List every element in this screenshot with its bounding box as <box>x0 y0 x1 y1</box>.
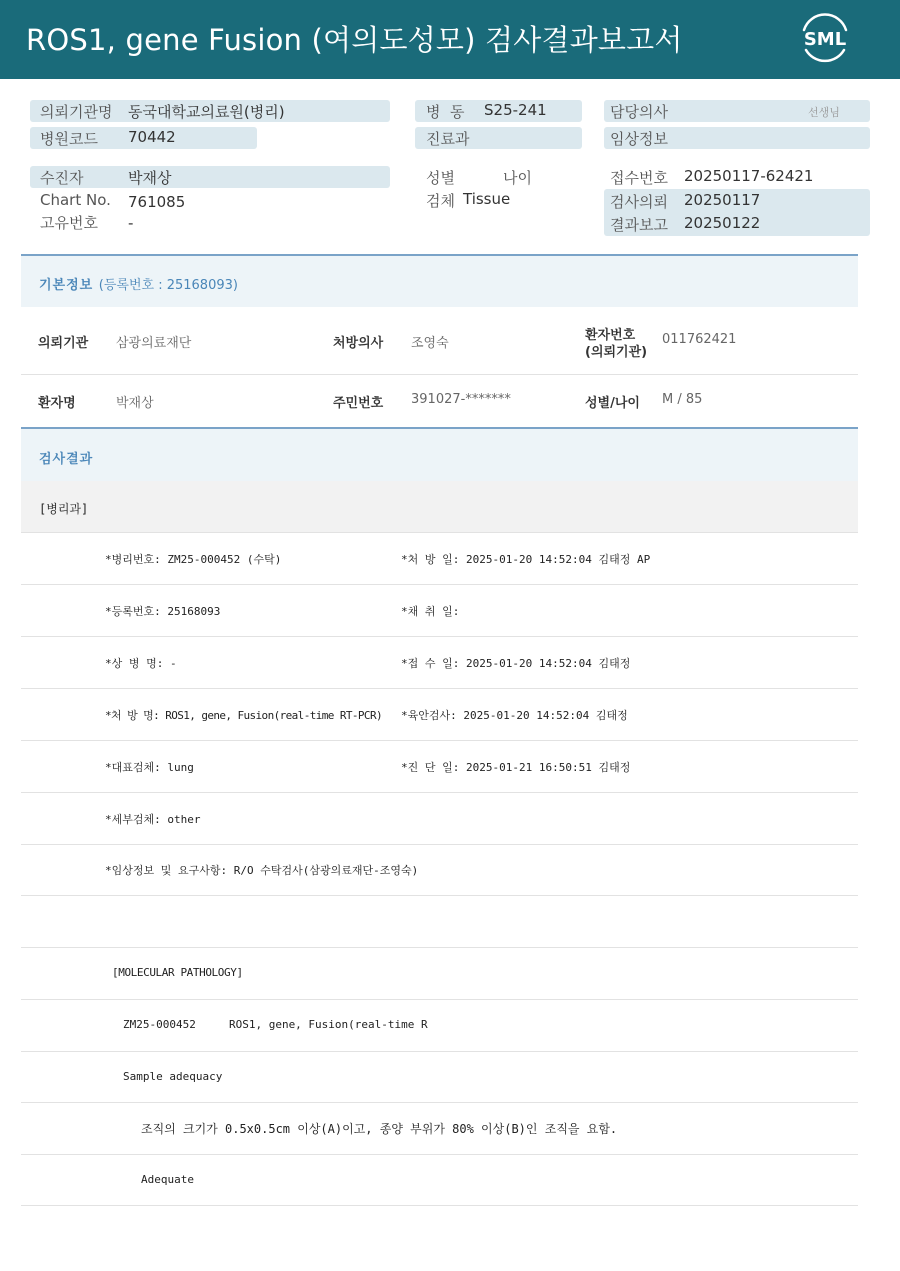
dept-text: [병리과] <box>39 502 89 516</box>
result-row-1 <box>21 533 858 585</box>
basic-info-header <box>21 254 858 307</box>
result-row-1-right: *처 방 일: 2025-01-20 14:52:04 김태정 AP <box>401 553 651 566</box>
result-row-5 <box>21 741 858 793</box>
request-label: 검사의뢰 <box>610 193 668 211</box>
mol-line-row <box>21 1000 858 1052</box>
logo-text: SML <box>803 29 847 50</box>
sml-logo <box>796 12 854 66</box>
name-label: 환자명 <box>38 396 76 411</box>
pno-label-2: (의뢰기관) <box>585 345 648 360</box>
dept-label: 진료과 <box>426 130 470 148</box>
chart-value: 761085 <box>128 193 186 211</box>
institution-label: 의뢰기관명 <box>40 103 113 121</box>
unique-label: 고유번호 <box>40 214 98 232</box>
result-row-4-left: *처 방 명: ROS1, gene, Fusion(real-time RT-PCR) <box>105 709 383 722</box>
adequacy-value: Adequate <box>141 1173 194 1186</box>
result-row-6 <box>21 793 858 845</box>
dept-row <box>21 481 858 533</box>
pno-label-1: 환자번호 <box>585 328 636 343</box>
hospital-code-label: 병원코드 <box>40 130 98 148</box>
results-header <box>21 427 858 481</box>
mol-title: [MOLECULAR PATHOLOGY] <box>112 966 243 979</box>
unique-value: - <box>128 214 134 232</box>
report-header <box>0 0 900 79</box>
patient-label: 수진자 <box>40 169 84 187</box>
mol-line: ZM25-000452 ROS1, gene, Fusion(real-time R <box>123 1018 428 1031</box>
result-row-6-left: *세부검체: other <box>105 813 201 826</box>
adequacy-text: 조직의 크기가 0.5x0.5cm 이상(A)이고, 종양 부위가 80% 이상(B)인 조직을 요함. <box>141 1122 618 1136</box>
clinical-label: 임상정보 <box>610 130 668 148</box>
age-label: 나이 <box>503 169 532 187</box>
patient-pill <box>30 166 390 188</box>
sex-label: 성별 <box>426 169 455 187</box>
result-row-5-right: *진 단 일: 2025-01-21 16:50:51 김태정 <box>401 761 631 774</box>
receipt-value: 20250117-62421 <box>684 167 814 185</box>
hospital-code-value: 70442 <box>128 128 176 146</box>
result-row-2-right: *채 취 일: <box>401 605 460 618</box>
chart-label: Chart No. <box>40 191 111 209</box>
result-row-4-right: *육안검사: 2025-01-20 14:52:04 김태정 <box>401 709 628 722</box>
result-row-2-left: *등록번호: 25168093 <box>105 605 221 618</box>
report-title: ROS1, gene Fusion (여의도성모) 검사결과보고서 <box>26 23 683 57</box>
adequacy-title: Sample adequacy <box>123 1070 223 1083</box>
report-value: 20250122 <box>684 214 761 232</box>
rrn-value: 391027-******* <box>411 392 511 407</box>
inst-label: 의뢰기관 <box>38 336 89 351</box>
ward-value: S25-241 <box>484 101 547 119</box>
registration-number: (등록번호 : 25168093) <box>98 278 238 293</box>
result-row-1-left: *병리번호: ZM25-000452 (수탁) <box>105 553 282 566</box>
sexage-label: 성별/나이 <box>585 396 640 411</box>
results-title: 검사결과 <box>39 452 94 467</box>
basic-info-row-2 <box>21 375 858 427</box>
institution-value: 동국대학교의료원(병리) <box>128 103 285 121</box>
basic-info-title-text: 기본정보 <box>39 278 94 293</box>
pno-value: 011762421 <box>662 332 737 347</box>
result-row-3-left: *상 병 명: - <box>105 657 177 670</box>
receipt-label: 접수번호 <box>610 169 668 187</box>
mol-title-row <box>21 948 858 1000</box>
sexage-value: M / 85 <box>662 392 703 407</box>
presc-value: 조영숙 <box>411 336 449 351</box>
result-row-blank <box>21 896 858 948</box>
request-value: 20250117 <box>684 191 761 209</box>
ward-label: 병 동 <box>426 103 465 121</box>
result-row-3-right: *접 수 일: 2025-01-20 14:52:04 김태정 <box>401 657 631 670</box>
presc-label: 처방의사 <box>333 336 384 351</box>
patient-value: 박재상 <box>128 169 172 187</box>
adequacy-text-row <box>21 1103 858 1155</box>
result-row-4 <box>21 689 858 741</box>
result-row-3 <box>21 637 858 689</box>
result-row-7 <box>21 845 858 896</box>
doctor-suffix: 선생님 <box>808 106 840 119</box>
adequacy-title-row <box>21 1052 858 1103</box>
adequacy-value-row <box>21 1155 858 1206</box>
inst-value: 삼광의료재단 <box>116 336 192 351</box>
result-row-7-left: *임상정보 및 요구사항: R/O 수탁검사(삼광의료재단-조영숙) <box>105 864 419 877</box>
basic-info-title <box>39 274 238 293</box>
report-label: 결과보고 <box>610 216 668 234</box>
result-row-2 <box>21 585 858 637</box>
specimen-value: Tissue <box>463 190 511 208</box>
doctor-label: 담당의사 <box>610 103 668 121</box>
name-value: 박재상 <box>116 396 154 411</box>
rrn-label: 주민번호 <box>333 396 384 411</box>
result-row-5-left: *대표검체: lung <box>105 761 194 774</box>
basic-info-row-1 <box>21 307 858 375</box>
specimen-label: 검체 <box>426 192 455 210</box>
